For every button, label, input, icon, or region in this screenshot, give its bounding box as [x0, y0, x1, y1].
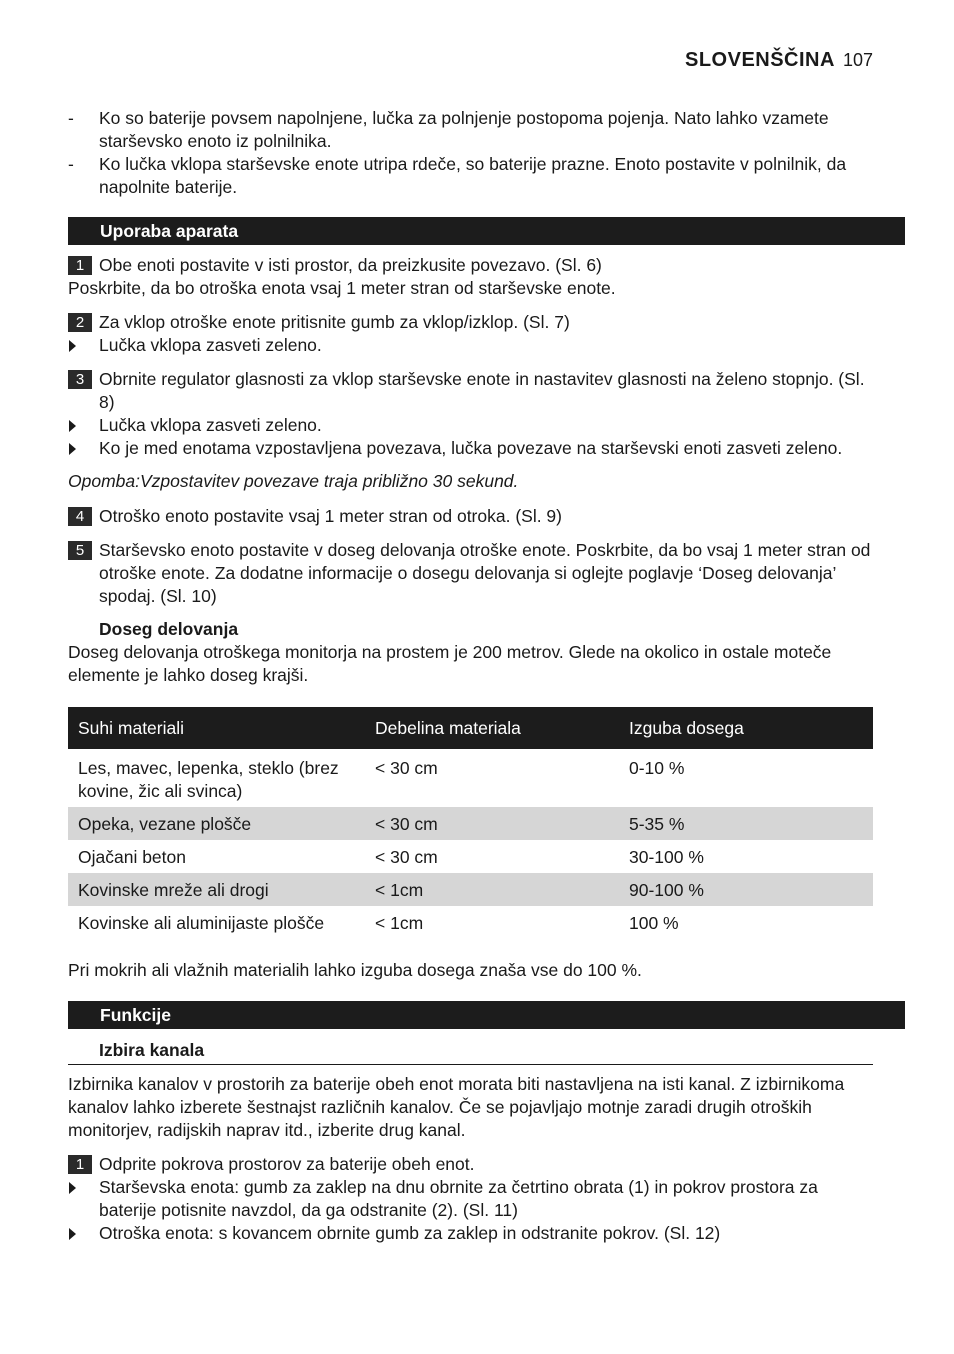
table-cell: 5-35 % — [619, 807, 873, 840]
list-item: - Ko lučka vklopa starševske enote utripa rdeče, so baterije prazne. Enoto postavite v polnilnik, da napolnite baterije. — [68, 154, 847, 197]
range-after-text: Pri mokrih ali vlažnih materialih lahko izguba dosega znaša vse do 100 %. — [68, 960, 642, 980]
table-cell: < 30 cm — [375, 847, 438, 867]
table-cell: < 1cm — [365, 873, 619, 906]
step-text: Otroško enoto postavite vsaj 1 meter stran od otroka. (Sl. 9) — [99, 506, 562, 526]
intro-list — [68, 107, 873, 199]
table-cell: < 30 cm — [365, 807, 619, 840]
table-cell: < 30 cm — [375, 758, 438, 778]
table-header-cell: Debelina materiala — [365, 707, 619, 749]
step-text: Odprite pokrova prostorov za baterije obeh enot. — [99, 1154, 475, 1174]
bullet-item: Lučka vklopa zasveti zeleno. — [68, 334, 873, 357]
step-number: 2 — [68, 313, 92, 332]
bullet-item: Ko je med enotama vzpostavljena povezava, lučka povezave na starševski enoti zasveti zeleno. — [68, 437, 873, 460]
step-number: 4 — [68, 507, 92, 526]
bullet-item: Starševska enota: gumb za zaklep na dnu obrnite za četrtino obrata (1) in pokrov prostora za baterije potisnite navzdol, da ga odstranite (2). (Sl. 11) — [68, 1176, 873, 1222]
step-text: Obrnite regulator glasnosti za vklop starševske enote in nastavitev glasnosti na želeno stopnjo. (Sl. 8) — [99, 369, 865, 412]
step-number: 5 — [68, 541, 92, 560]
section-heading-use: Uporaba aparata — [68, 217, 905, 245]
channel-text: Izbirnika kanalov v prostorih za baterije obeh enot morata biti nastavljena na isti kanal. Z izbirnikoma kanalov lahko izberete šestnajst različnih kanalov. Če se pojavljajo motnje zaradi drugih otroških monitorjev, radijskih naprav itd., izberite drug kanal. — [68, 1074, 845, 1140]
page-number: 107 — [842, 50, 873, 70]
table-cell: 100 % — [629, 913, 679, 933]
step-number: 1 — [68, 256, 92, 275]
table-row — [68, 906, 873, 939]
step-3 — [68, 368, 873, 460]
channel-title: Izbira kanala — [99, 1040, 205, 1060]
step-text: Za vklop otroške enote pritisnite gumb za vklop/izklop. (Sl. 7) — [99, 312, 570, 332]
list-item: - Ko so baterije povsem napolnjene, lučka za polnjenje postopoma pojenja. Nato lahko vzamete starševsko enoto iz polnilnika. — [68, 108, 829, 151]
table-row — [68, 807, 873, 840]
table-row — [68, 873, 873, 906]
bullet-item: Lučka vklopa zasveti zeleno. — [68, 414, 873, 437]
step-text: Obe enoti postavite v isti prostor, da preizkusite povezavo. (Sl. 6) — [99, 255, 602, 275]
table-cell: Ojačani beton — [78, 847, 186, 867]
table-cell: 0-10 % — [629, 758, 685, 778]
step-note: Poskrbite, da bo otroška enota vsaj 1 meter stran od starševske enote. — [68, 278, 616, 298]
bullet-triangle-icon — [69, 443, 76, 455]
step-number: 1 — [68, 1155, 92, 1174]
step-number: 3 — [68, 370, 92, 389]
language-title: SLOVENŠČINA — [684, 49, 835, 71]
table-cell: Opeka, vezane plošče — [68, 807, 365, 840]
step-4 — [68, 505, 873, 528]
table-row — [68, 840, 873, 873]
range-table-wrap — [68, 707, 873, 939]
range-text: Doseg delovanja otroškega monitorja na prostem je 200 metrov. Glede na okolico in ostale moteče elemente je lahko doseg krajši. — [68, 642, 832, 685]
range-table — [68, 707, 873, 939]
table-cell: 30-100 % — [629, 847, 704, 867]
table-cell: Kovinske ali aluminijaste plošče — [78, 913, 325, 933]
table-header-row — [68, 707, 873, 749]
table-cell: Kovinske mreže ali drogi — [68, 873, 365, 906]
bullet-triangle-icon — [69, 1182, 76, 1194]
bullet-item: Otroška enota: s kovancem obrnite gumb za zaklep in odstranite pokrov. (Sl. 12) — [68, 1222, 873, 1245]
page-header — [685, 47, 873, 73]
note-text: Opomba:Vzpostavitev povezave traja približno 30 sekund. — [68, 471, 519, 491]
step-1 — [68, 254, 873, 300]
table-cell: 90-100 % — [619, 873, 873, 906]
range-subsection — [68, 618, 873, 687]
table-row — [68, 749, 873, 807]
range-title: Doseg delovanja — [99, 619, 239, 639]
step-2 — [68, 311, 873, 357]
bullet-triangle-icon — [69, 1228, 76, 1240]
step-text: Starševsko enoto postavite v doseg delovanja otroške enote. Poskrbite, da bo vsaj 1 meter stran od otroške enote. Za dodatne informacije o dosegu delovanja si oglejte poglavje ‘Doseg delovanja’ spodaj. (Sl. 10) — [99, 540, 871, 606]
channel-step-1 — [68, 1153, 873, 1245]
bullet-triangle-icon — [69, 420, 76, 432]
table-header-cell: Suhi materiali — [68, 707, 365, 749]
bullet-triangle-icon — [69, 340, 76, 352]
section-heading-functions: Funkcije — [68, 1001, 905, 1029]
table-cell: < 1cm — [375, 913, 424, 933]
table-header-cell: Izguba dosega — [619, 707, 873, 749]
channel-subsection-heading — [68, 1039, 873, 1065]
table-cell: Les, mavec, lepenka, steklo (brez kovine, žic ali svinca) — [78, 758, 339, 801]
step-5 — [68, 539, 873, 608]
